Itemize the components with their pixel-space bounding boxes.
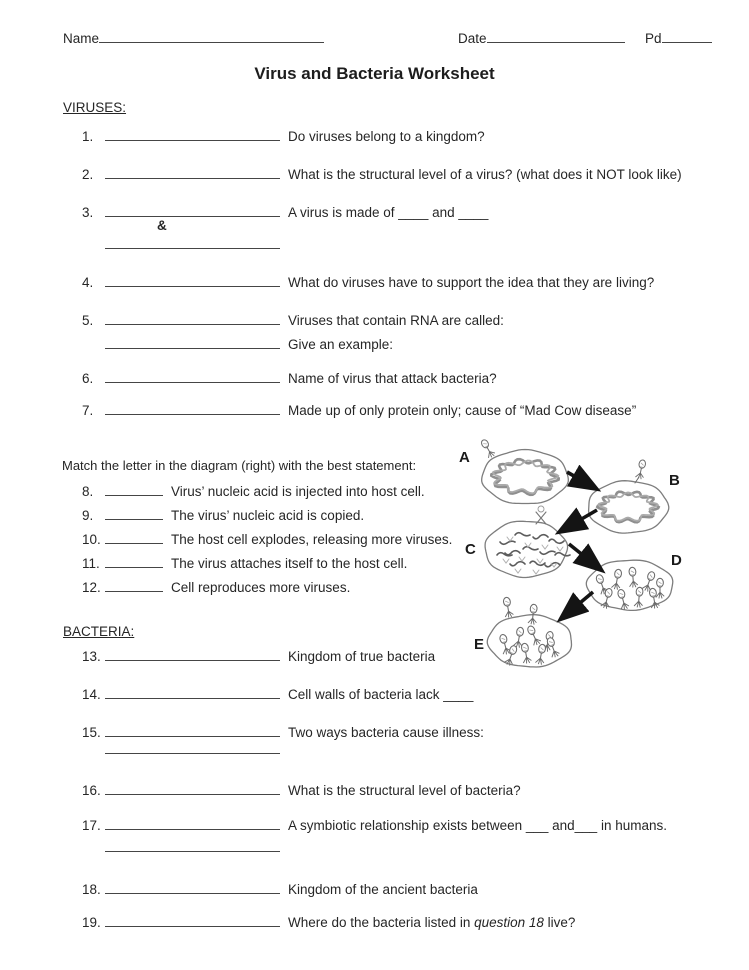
phage-icon [479, 438, 496, 459]
question-text: Two ways bacteria cause illness: [288, 725, 484, 740]
answer-blank [105, 914, 280, 927]
question-number: 11. [82, 556, 100, 571]
answer-blank [105, 402, 280, 415]
question-number: 4. [82, 275, 94, 290]
answer-blank [105, 724, 280, 737]
pd-label: Pd [645, 31, 662, 46]
question-number: 8. [82, 484, 94, 499]
question-text: Kingdom of the ancient bacteria [288, 882, 478, 897]
question-row-10 [82, 531, 452, 547]
answer-blank [105, 782, 280, 795]
answer-blank [105, 817, 280, 830]
question-number: 19. [82, 915, 101, 930]
question-text: Do viruses belong to a kingdom? [288, 129, 485, 144]
question-15-extra-blank-row [105, 741, 280, 752]
question-text: Kingdom of true bacteria [288, 649, 436, 664]
question-number: 5. [82, 313, 94, 328]
question-text-after: live? [543, 915, 576, 930]
answer-blank [105, 336, 280, 349]
answer-blank [105, 648, 280, 661]
question-text: Virus’ nucleic acid is injected into host cell. [171, 484, 425, 499]
cycle-arrow [567, 472, 595, 488]
question-text: Cell walls of bacteria lack ____ [288, 687, 474, 702]
question-text: Give an example: [288, 337, 394, 352]
question-number: 16. [82, 783, 101, 798]
matching-instructions: Match the letter in the diagram (right) with the best statement: [62, 458, 417, 473]
name-field-row [63, 30, 324, 46]
date-field-row [458, 30, 625, 46]
question-text: A symbiotic relationship exists between ___ and___ in humans. [288, 818, 667, 833]
answer-blank [105, 579, 163, 592]
question-number: 3. [82, 205, 94, 220]
question-text: Cell reproduces more viruses. [171, 580, 351, 595]
answer-blank [105, 204, 280, 217]
bacteria-heading: BACTERIA: [63, 624, 135, 639]
page-title: Virus and Bacteria Worksheet [254, 64, 495, 83]
question-row-2 [82, 166, 682, 182]
question-text: The host cell explodes, releasing more viruses. [171, 532, 453, 547]
question-5-second-row [105, 336, 393, 352]
answer-blank [105, 166, 280, 179]
answer-blank [105, 881, 280, 894]
question-number: 9. [82, 508, 94, 523]
diagram-label-b: B [669, 472, 680, 489]
cycle-arrow [561, 510, 597, 531]
diagram-shape [538, 506, 544, 512]
question-text [288, 915, 575, 930]
answer-blank [105, 686, 280, 699]
question-number: 15. [82, 725, 101, 740]
question-number: 2. [82, 167, 94, 182]
question-17-extra-blank-row [105, 839, 280, 850]
question-text: What do viruses have to support the idea that they are living? [288, 275, 655, 290]
ampersand-connector: & [157, 218, 167, 233]
question-row-14 [82, 686, 473, 702]
question-row-18 [82, 881, 478, 897]
question-number: 12. [82, 580, 101, 595]
diagram-artwork [479, 438, 672, 667]
question-row-6 [82, 370, 497, 386]
question-text: Name of virus that attack bacteria? [288, 371, 497, 386]
answer-blank [105, 312, 280, 325]
answer-blank [105, 370, 280, 383]
question-row-9 [82, 507, 364, 523]
question-number: 14. [82, 687, 101, 702]
question-row-5 [82, 312, 504, 328]
question-text: What is the structural level of bacteria? [288, 783, 521, 798]
diagram-label-e: E [474, 636, 485, 653]
question-text: Viruses that contain RNA are called: [288, 313, 504, 328]
question-row-7 [82, 402, 636, 418]
question-row-11 [82, 555, 407, 571]
question-text: Made up of only protein only; cause of “Mad Cow disease” [288, 403, 637, 418]
pd-field-row [645, 30, 712, 46]
phage-icon [502, 597, 514, 618]
question-row-17 [82, 817, 667, 833]
question-number: 10. [82, 532, 101, 547]
answer-blank [105, 274, 280, 287]
answer-blank [105, 236, 280, 249]
question-row-1 [82, 128, 485, 144]
question-3-extra-blank-row [105, 236, 280, 247]
question-text-italic: question 18 [474, 915, 544, 930]
answer-blank [105, 531, 163, 544]
name-answer-blank [99, 30, 324, 43]
answer-blank [105, 555, 163, 568]
question-row-13 [82, 648, 435, 664]
cycle-arrow [562, 592, 593, 618]
question-number: 6. [82, 371, 94, 386]
diagram-label-a: A [459, 449, 470, 466]
question-number: 7. [82, 403, 94, 418]
pd-answer-blank [662, 30, 712, 43]
date-label: Date [458, 31, 487, 46]
question-text-before: Where do the bacteria listed in [288, 915, 475, 930]
answer-blank [105, 483, 163, 496]
diagram-shape [485, 521, 567, 577]
phage-icon [635, 459, 647, 479]
question-row-3 [82, 204, 488, 220]
question-row-12 [82, 579, 350, 595]
diagram-label-c: C [465, 541, 476, 558]
question-text: A virus is made of ____ and ____ [288, 205, 489, 220]
question-row-4 [82, 274, 654, 290]
answer-blank [105, 507, 163, 520]
question-row-8 [82, 483, 425, 499]
question-row-19 [82, 914, 575, 930]
viruses-heading: VIRUSES: [63, 100, 127, 115]
question-number: 1. [82, 129, 94, 144]
question-number: 18. [82, 882, 101, 897]
lytic-cycle-diagram [445, 436, 745, 686]
diagram-label-d: D [671, 552, 682, 569]
date-answer-blank [487, 30, 625, 43]
question-number: 13. [82, 649, 101, 664]
question-row-16 [82, 782, 521, 798]
question-text: The virus attaches itself to the host cell. [171, 556, 408, 571]
answer-blank [105, 741, 280, 754]
question-text: What is the structural level of a virus? (what does it NOT look like) [288, 167, 682, 182]
cycle-arrow [569, 544, 600, 569]
answer-blank [105, 128, 280, 141]
question-number: 17. [82, 818, 101, 833]
question-text: The virus’ nucleic acid is copied. [171, 508, 365, 523]
name-label: Name [63, 31, 100, 46]
question-row-15 [82, 724, 484, 740]
answer-blank [105, 839, 280, 852]
